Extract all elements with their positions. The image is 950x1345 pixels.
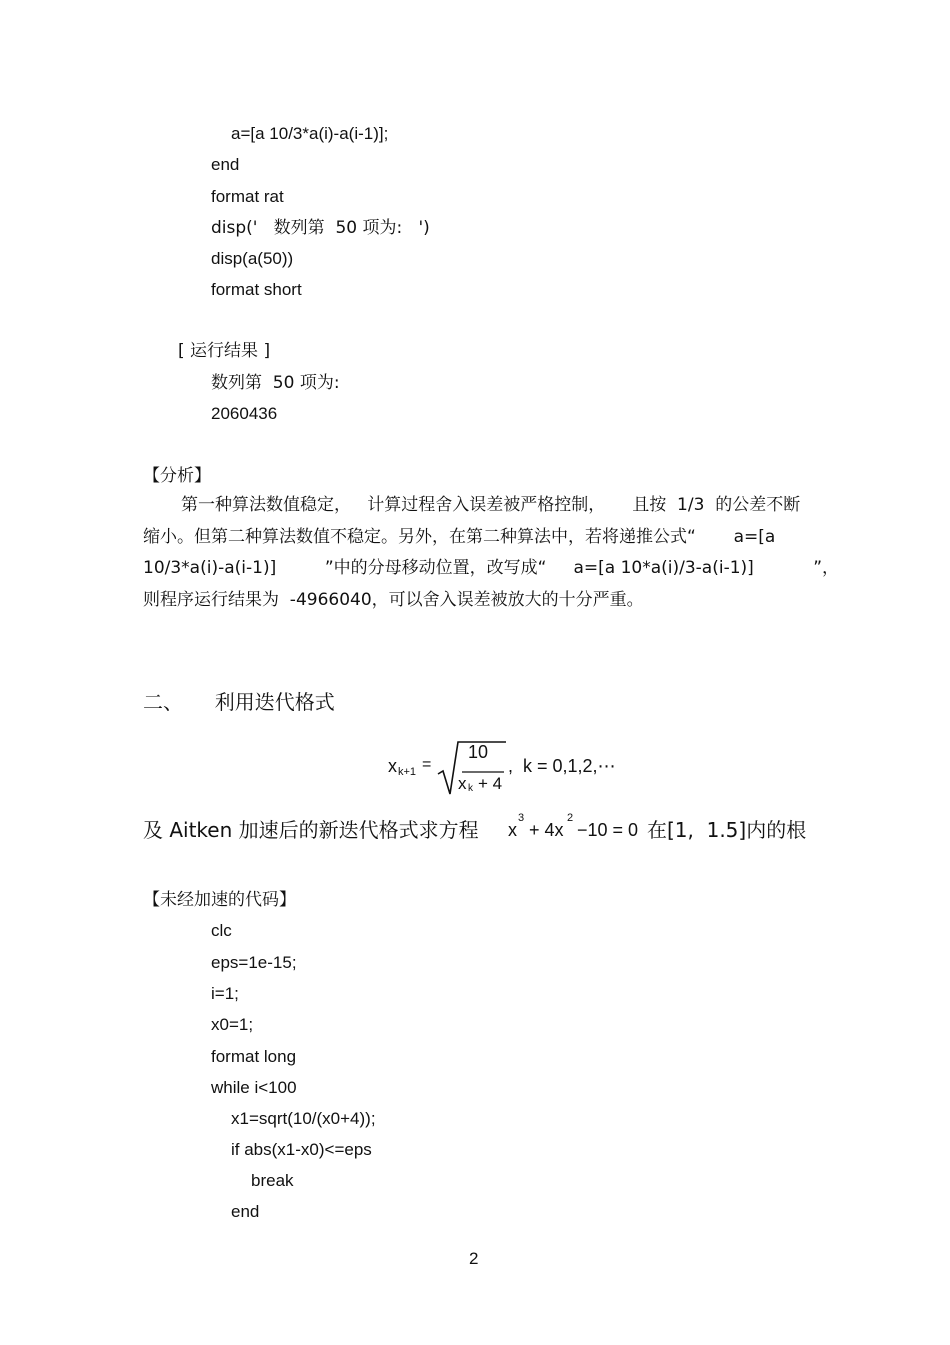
analysis-paragraph	[143, 490, 840, 616]
iteration-formula	[388, 738, 648, 800]
formula-den-var: x	[458, 774, 467, 793]
code-line: format short	[211, 280, 302, 299]
code-block-label: 【未经加速的代码】	[143, 890, 296, 910]
code-line: eps=1e-15;	[211, 953, 297, 972]
result-line: 数列第 50 项为:	[211, 373, 340, 393]
equation-line	[143, 812, 843, 844]
analysis-line: 则程序运行结果为 -4966040，可以舍入误差被放大的十分严重。	[143, 589, 644, 610]
code-line: while i<100	[211, 1078, 297, 1097]
section-heading: 二、 利用迭代格式	[143, 690, 335, 714]
code-line: i=1;	[211, 984, 239, 1003]
equation-prefix: 及 Aitken 加速后的新迭代格式求方程	[143, 818, 479, 842]
analysis-line: 10/3*a(i)-a(i-1)] ”中的分母移动位置，改写成“ a=[a 10*a(i)/3-a(i-1)] ”，	[143, 558, 840, 578]
code-line: format long	[211, 1047, 297, 1066]
analysis-label: 【分析】	[143, 466, 211, 486]
equation-x: x	[508, 820, 517, 840]
formula-den-rest: + 4	[478, 774, 503, 793]
result-line: 2060436	[211, 404, 278, 423]
formula-lhs-sub: k+1	[398, 766, 417, 778]
equation-rest: −10 = 0	[577, 820, 639, 840]
code-line: clc	[211, 921, 232, 940]
code-line: format rat	[211, 187, 284, 206]
code-line: if abs(x1-x0)<=eps	[231, 1140, 372, 1159]
code-line: disp(' 数列第 50 项为: ')	[211, 218, 430, 238]
formula-den-sub: k	[468, 783, 473, 794]
formula-numerator: 10	[468, 742, 489, 762]
equation-exp2: 2	[567, 812, 574, 824]
page-number: 2	[469, 1249, 479, 1268]
equation-suffix: 在[1, 1.5]内的根	[647, 818, 807, 842]
code-line: x1=sqrt(10/(x0+4));	[231, 1109, 376, 1128]
analysis-line: 缩小。但第二种算法数值不稳定。另外，在第二种算法中，若将递推公式“ a=[a	[143, 526, 776, 547]
formula-equals: =	[422, 756, 432, 773]
code-line: end	[231, 1202, 260, 1221]
formula-tail: , k = 0,1,2,⋯	[508, 756, 616, 776]
result-label: [ 运行结果 ]	[178, 341, 271, 361]
equation-mid: + 4x	[529, 820, 564, 840]
code-line: break	[251, 1171, 294, 1190]
equation-exp3: 3	[518, 812, 525, 824]
code-line: disp(a(50))	[211, 249, 294, 268]
code-line: x0=1;	[211, 1015, 254, 1034]
code-line: a=[a 10/3*a(i)-a(i-1)];	[231, 124, 389, 143]
formula-lhs-var: x	[388, 756, 397, 776]
analysis-line: 第一种算法数值稳定， 计算过程舍入误差被严格控制， 且按 1/3 的公差不断	[181, 495, 801, 515]
code-line: end	[211, 155, 240, 174]
